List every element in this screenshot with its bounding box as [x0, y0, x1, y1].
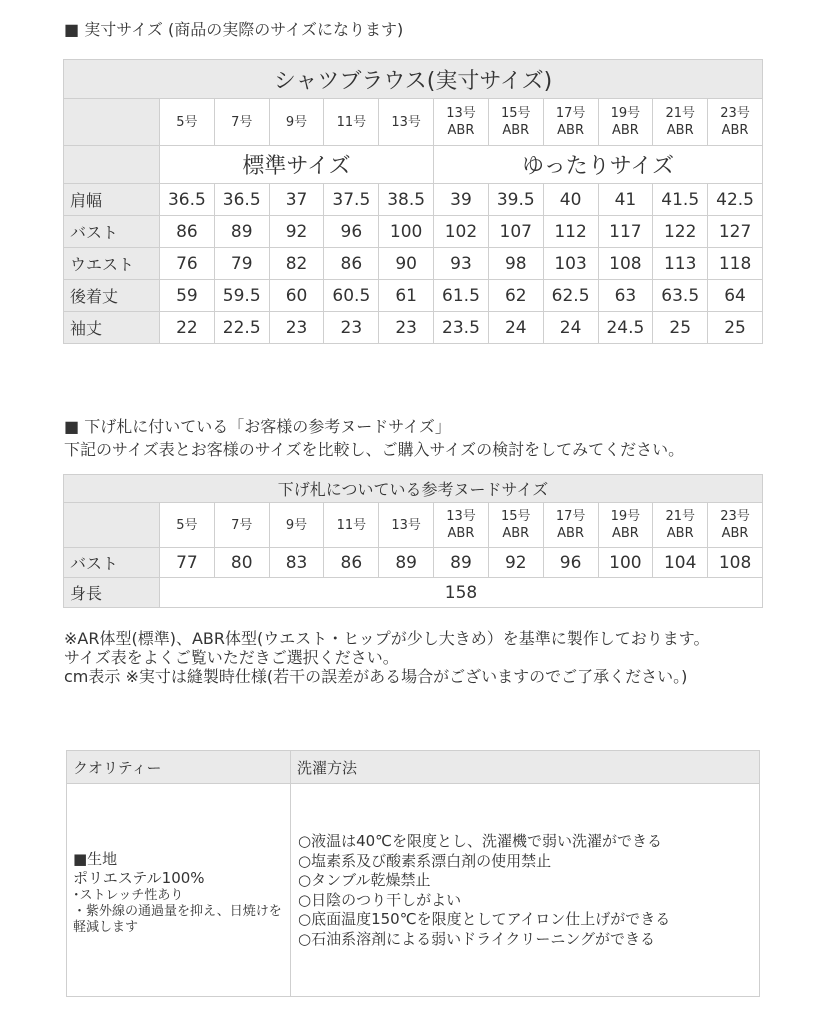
measurement-value: 37.5: [324, 184, 379, 216]
note-line: cm表示 ※実寸は縫製時仕様(若干の誤差がある場合がございますのでご了承ください。): [64, 667, 688, 686]
row-label: 肩幅: [64, 184, 160, 216]
measurement-value: 118: [708, 248, 763, 280]
bust-value: 100: [598, 548, 653, 578]
size-number: 9号: [285, 517, 308, 533]
size-number: 23号: [720, 509, 750, 524]
size-header: [379, 503, 434, 548]
measurement-value: 40: [543, 184, 598, 216]
height-row: [64, 578, 763, 608]
size-number: 13号: [446, 509, 476, 524]
size-number: 21号: [665, 106, 695, 121]
measurement-value: 100: [379, 216, 434, 248]
measurement-value: 86: [324, 248, 379, 280]
measurement-value: 63: [598, 280, 653, 312]
group-standard: 標準サイズ: [160, 146, 434, 184]
measurement-value: 36.5: [214, 184, 269, 216]
bust-value: 83: [269, 548, 324, 578]
quality-content: [73, 850, 283, 936]
size-header: [324, 99, 379, 146]
size-header-row: [64, 503, 763, 548]
measurement-value: 79: [214, 248, 269, 280]
measurement-value: 108: [598, 248, 653, 280]
size-type: ABR: [447, 526, 475, 541]
row-label: バスト: [64, 548, 160, 578]
measurement-value: 25: [708, 312, 763, 344]
bust-value: 89: [379, 548, 434, 578]
feature-point: ・紫外線の通過量を抑え、日焼けを軽減します: [73, 904, 282, 935]
size-number: 21号: [665, 509, 695, 524]
measurement-value: 42.5: [708, 184, 763, 216]
size-header: [488, 503, 543, 548]
size-type: ABR: [557, 123, 585, 138]
measurement-value: 76: [160, 248, 215, 280]
measurement-value: 113: [653, 248, 708, 280]
size-number: 23号: [720, 106, 750, 121]
bust-value: 108: [708, 548, 763, 578]
bust-value: 92: [488, 548, 543, 578]
size-number: 13号: [391, 517, 421, 533]
measurement-value: 62: [488, 280, 543, 312]
fabric-title: ■生地: [73, 850, 118, 868]
measurement-value: 25: [653, 312, 708, 344]
measurement-value: 122: [653, 216, 708, 248]
table-title-row: [64, 475, 763, 503]
washing-cell: [291, 784, 760, 997]
measurement-value: 24: [488, 312, 543, 344]
size-number: 11号: [336, 114, 367, 130]
bust-value: 96: [543, 548, 598, 578]
measurement-value: 62.5: [543, 280, 598, 312]
size-header: [214, 503, 269, 548]
actual-size-heading: ■ 実寸サイズ (商品の実際のサイズになります): [64, 20, 404, 39]
quality-header: クオリティー: [67, 751, 291, 784]
measurement-row: [64, 312, 763, 344]
size-header: [598, 503, 653, 548]
washing-item: ○日陰のつり干しがよい: [298, 890, 462, 909]
measurement-value: 36.5: [160, 184, 215, 216]
measurement-value: 41: [598, 184, 653, 216]
size-type: ABR: [557, 526, 585, 541]
size-number: 13号: [446, 106, 476, 121]
bust-value: 80: [214, 548, 269, 578]
measurement-value: 22.5: [214, 312, 269, 344]
measurement-value: 37: [269, 184, 324, 216]
table-title-row: [64, 60, 763, 99]
size-type: ABR: [447, 123, 475, 138]
size-header: [543, 503, 598, 548]
row-label: バスト: [64, 216, 160, 248]
measurement-value: 89: [214, 216, 269, 248]
note-line: サイズ表をよくご覧いただきご選択ください。: [64, 648, 399, 667]
measurement-value: 107: [488, 216, 543, 248]
row-label: 袖丈: [64, 312, 160, 344]
measurement-value: 59.5: [214, 280, 269, 312]
size-number: 15号: [501, 106, 531, 121]
size-type: ABR: [666, 123, 694, 138]
measurement-value: 22: [160, 312, 215, 344]
measurement-value: 41.5: [653, 184, 708, 216]
measurement-value: 127: [708, 216, 763, 248]
measurement-value: 96: [324, 216, 379, 248]
size-number: 17号: [555, 509, 586, 524]
measurement-value: 61.5: [434, 280, 489, 312]
size-type: ABR: [502, 123, 530, 138]
size-header: [543, 99, 598, 146]
size-number: 11号: [336, 517, 367, 533]
bust-value: 104: [653, 548, 708, 578]
size-header: [653, 503, 708, 548]
washing-header: 洗濯方法: [291, 751, 760, 784]
size-number: 9号: [285, 114, 308, 130]
measurement-value: 23: [269, 312, 324, 344]
measurement-value: 23.5: [434, 312, 489, 344]
row-label: 身長: [64, 578, 160, 608]
bust-value: 89: [434, 548, 489, 578]
measurement-value: 117: [598, 216, 653, 248]
size-type: ABR: [611, 123, 639, 138]
size-header: [160, 99, 215, 146]
feature-point: ･ストレッチ性あり: [73, 888, 184, 903]
quality-cell: [67, 784, 291, 997]
washing-list: [298, 832, 670, 949]
care-table: [66, 750, 760, 997]
washing-item: ○底面温度150℃を限度としてアイロン仕上げができる: [298, 910, 671, 928]
measurement-value: 39: [434, 184, 489, 216]
note-line: ※AR体型(標準)、ABR体型(ウエスト・ヒップが少し大きめ）を基準に製作しております。: [64, 629, 710, 648]
measurement-value: 60: [269, 280, 324, 312]
row-label: 後着丈: [64, 280, 160, 312]
measurement-value: 82: [269, 248, 324, 280]
nude-size-table: [63, 474, 763, 608]
measurement-value: 63.5: [653, 280, 708, 312]
measurement-value: 103: [543, 248, 598, 280]
table-title: シャツブラウス(実寸サイズ): [64, 60, 763, 99]
size-header: [269, 503, 324, 548]
bust-value: 86: [324, 548, 379, 578]
care-body-row: [67, 784, 760, 997]
size-number: 15号: [501, 509, 531, 524]
size-type: ABR: [721, 526, 749, 541]
size-header: [708, 99, 763, 146]
size-header: [379, 99, 434, 146]
size-number: 19号: [610, 106, 641, 121]
size-type: ABR: [666, 526, 694, 541]
measurement-value: 23: [324, 312, 379, 344]
measurement-value: 98: [488, 248, 543, 280]
measurement-value: 38.5: [379, 184, 434, 216]
washing-item: ○塩素系及び酸素系漂白剤の使用禁止: [298, 851, 552, 870]
table-title: 下げ札についている参考ヌードサイズ: [64, 475, 763, 503]
actual-size-table: [63, 59, 763, 344]
size-number: 5号: [176, 114, 198, 130]
fabric-value: ポリエステル100%: [73, 869, 205, 887]
size-type: ABR: [611, 526, 639, 541]
size-number: 7号: [231, 517, 253, 533]
nude-size-intro: 下記のサイズ表とお客様のサイズを比較し、ご購入サイズの検討をしてみてください。: [64, 440, 685, 459]
size-header: [160, 503, 215, 548]
size-number: 5号: [176, 517, 198, 533]
measurement-row: [64, 184, 763, 216]
washing-item: ○タンブル乾燥禁止: [298, 871, 431, 889]
measurement-row: [64, 248, 763, 280]
group-loose: ゆったりサイズ: [434, 146, 763, 184]
nude-size-heading: ■ 下げ札に付いている「お客様の参考ヌードサイズ」: [64, 417, 451, 436]
size-type: ABR: [721, 123, 749, 138]
height-value: 158: [160, 578, 763, 608]
size-number: 19号: [610, 509, 641, 524]
measurement-value: 90: [379, 248, 434, 280]
size-header-row: [64, 99, 763, 146]
size-header: [324, 503, 379, 548]
measurement-value: 93: [434, 248, 489, 280]
size-header: [708, 503, 763, 548]
care-header-row: [67, 751, 760, 784]
washing-item: ○石油系溶剤による弱いドライクリーニングができる: [298, 929, 656, 948]
measurement-value: 86: [160, 216, 215, 248]
measurement-value: 61: [379, 280, 434, 312]
header-corner: [64, 99, 160, 146]
bust-value: 77: [160, 548, 215, 578]
washing-item: ○液温は40℃を限度とし、洗濯機で弱い洗濯ができる: [298, 832, 663, 850]
measurement-value: 59: [160, 280, 215, 312]
size-header: [653, 99, 708, 146]
size-group-row: [64, 146, 763, 184]
size-header: [598, 99, 653, 146]
size-number: 13号: [391, 114, 421, 130]
bust-row: [64, 548, 763, 578]
measurement-value: 24.5: [598, 312, 653, 344]
size-header: [488, 99, 543, 146]
size-header: [434, 99, 489, 146]
header-corner: [64, 503, 160, 548]
size-number: 7号: [231, 114, 253, 130]
measurement-value: 60.5: [324, 280, 379, 312]
size-type: ABR: [502, 526, 530, 541]
size-number: 17号: [555, 106, 586, 121]
measurement-row: [64, 216, 763, 248]
measurement-value: 23: [379, 312, 434, 344]
size-header: [269, 99, 324, 146]
row-label: ウエスト: [64, 248, 160, 280]
measurement-value: 112: [543, 216, 598, 248]
group-corner: [64, 146, 160, 184]
size-header: [214, 99, 269, 146]
size-header: [434, 503, 489, 548]
measurement-value: 64: [708, 280, 763, 312]
measurement-value: 102: [434, 216, 489, 248]
measurement-row: [64, 280, 763, 312]
measurement-value: 39.5: [488, 184, 543, 216]
measurement-value: 92: [269, 216, 324, 248]
measurement-value: 24: [543, 312, 598, 344]
